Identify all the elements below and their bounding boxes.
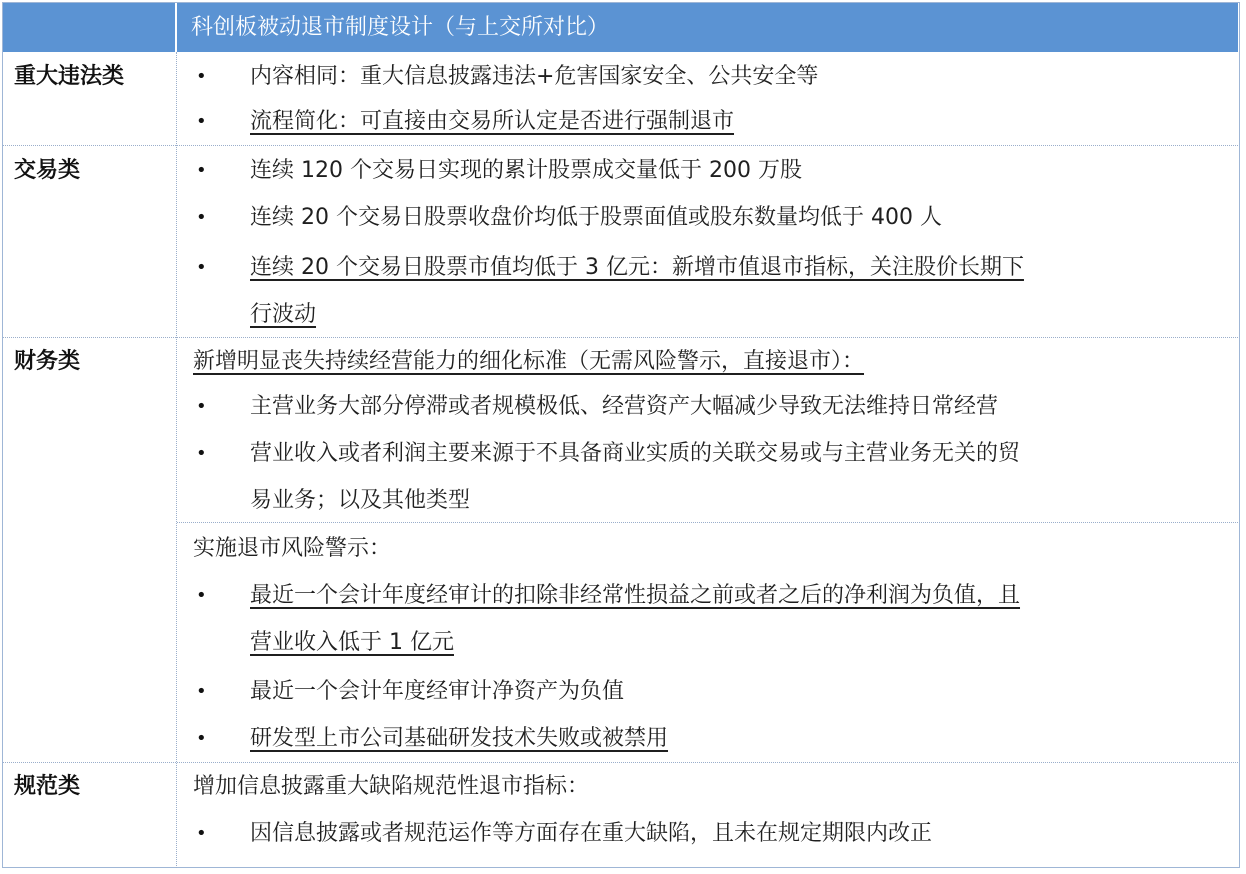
category-trading: 交易类 xyxy=(14,158,81,183)
row-divider xyxy=(3,762,1238,763)
table-title: 科创板被动退市制度设计（与上交所对比） xyxy=(177,3,1238,52)
list-item: 流程简化：可直接由交易所认定是否进行强制退市 xyxy=(250,109,735,134)
row-divider xyxy=(3,145,1238,146)
bullet-icon: • xyxy=(196,66,207,87)
list-item: 营业收入或者利润主要来源于不具备商业实质的关联交易或与主营业务无关的贸 xyxy=(250,441,1021,466)
header-blank-cell xyxy=(3,3,175,52)
bullet-icon: • xyxy=(196,160,207,181)
list-item: 连续 120 个交易日实现的累计股票成交量低于 200 万股 xyxy=(250,158,802,183)
category-major-violation: 重大违法类 xyxy=(14,64,125,89)
list-item: 研发型上市公司基础研发技术失败或被禁用 xyxy=(250,726,669,751)
list-item-continuation: 易业务；以及其他类型 xyxy=(250,488,471,513)
bullet-icon: • xyxy=(196,207,207,228)
bullet-icon: • xyxy=(196,111,207,132)
bullet-icon: • xyxy=(196,823,207,844)
column-divider xyxy=(176,52,177,868)
bullet-icon: • xyxy=(196,585,207,606)
section-intro: 实施退市风险警示： xyxy=(193,536,392,561)
section-intro: 增加信息披露重大缺陷规范性退市指标： xyxy=(193,774,590,799)
category-norm: 规范类 xyxy=(14,774,81,799)
list-item: 主营业务大部分停滞或者规模极低、经营资产大幅减少导致无法维持日常经营 xyxy=(250,394,999,419)
bullet-icon: • xyxy=(196,443,207,464)
list-item-continuation: 营业收入低于 1 亿元 xyxy=(250,630,454,655)
category-finance: 财务类 xyxy=(14,349,81,374)
list-item: 最近一个会计年度经审计净资产为负值 xyxy=(250,679,625,704)
list-item: 内容相同：重大信息披露违法+危害国家安全、公共安全等 xyxy=(250,64,819,89)
list-item: 因信息披露或者规范运作等方面存在重大缺陷，且未在规定期限内改正 xyxy=(250,821,933,846)
bullet-icon: • xyxy=(196,396,207,417)
bullet-icon: • xyxy=(196,728,207,749)
section-intro: 新增明显丧失持续经营能力的细化标准（无需风险警示，直接退市）： xyxy=(193,349,865,374)
row-divider xyxy=(3,337,1238,338)
bullet-icon: • xyxy=(196,681,207,702)
list-item-continuation: 行波动 xyxy=(250,302,317,327)
list-item: 最近一个会计年度经审计的扣除非经常性损益之前或者之后的净利润为负值，且 xyxy=(250,583,1021,608)
bullet-icon: • xyxy=(196,257,207,278)
list-item: 连续 20 个交易日股票市值均低于 3 亿元：新增市值退市指标，关注股价长期下 xyxy=(250,255,1024,280)
list-item: 连续 20 个交易日股票收盘价均低于股票面值或股东数量均低于 400 人 xyxy=(250,205,942,230)
